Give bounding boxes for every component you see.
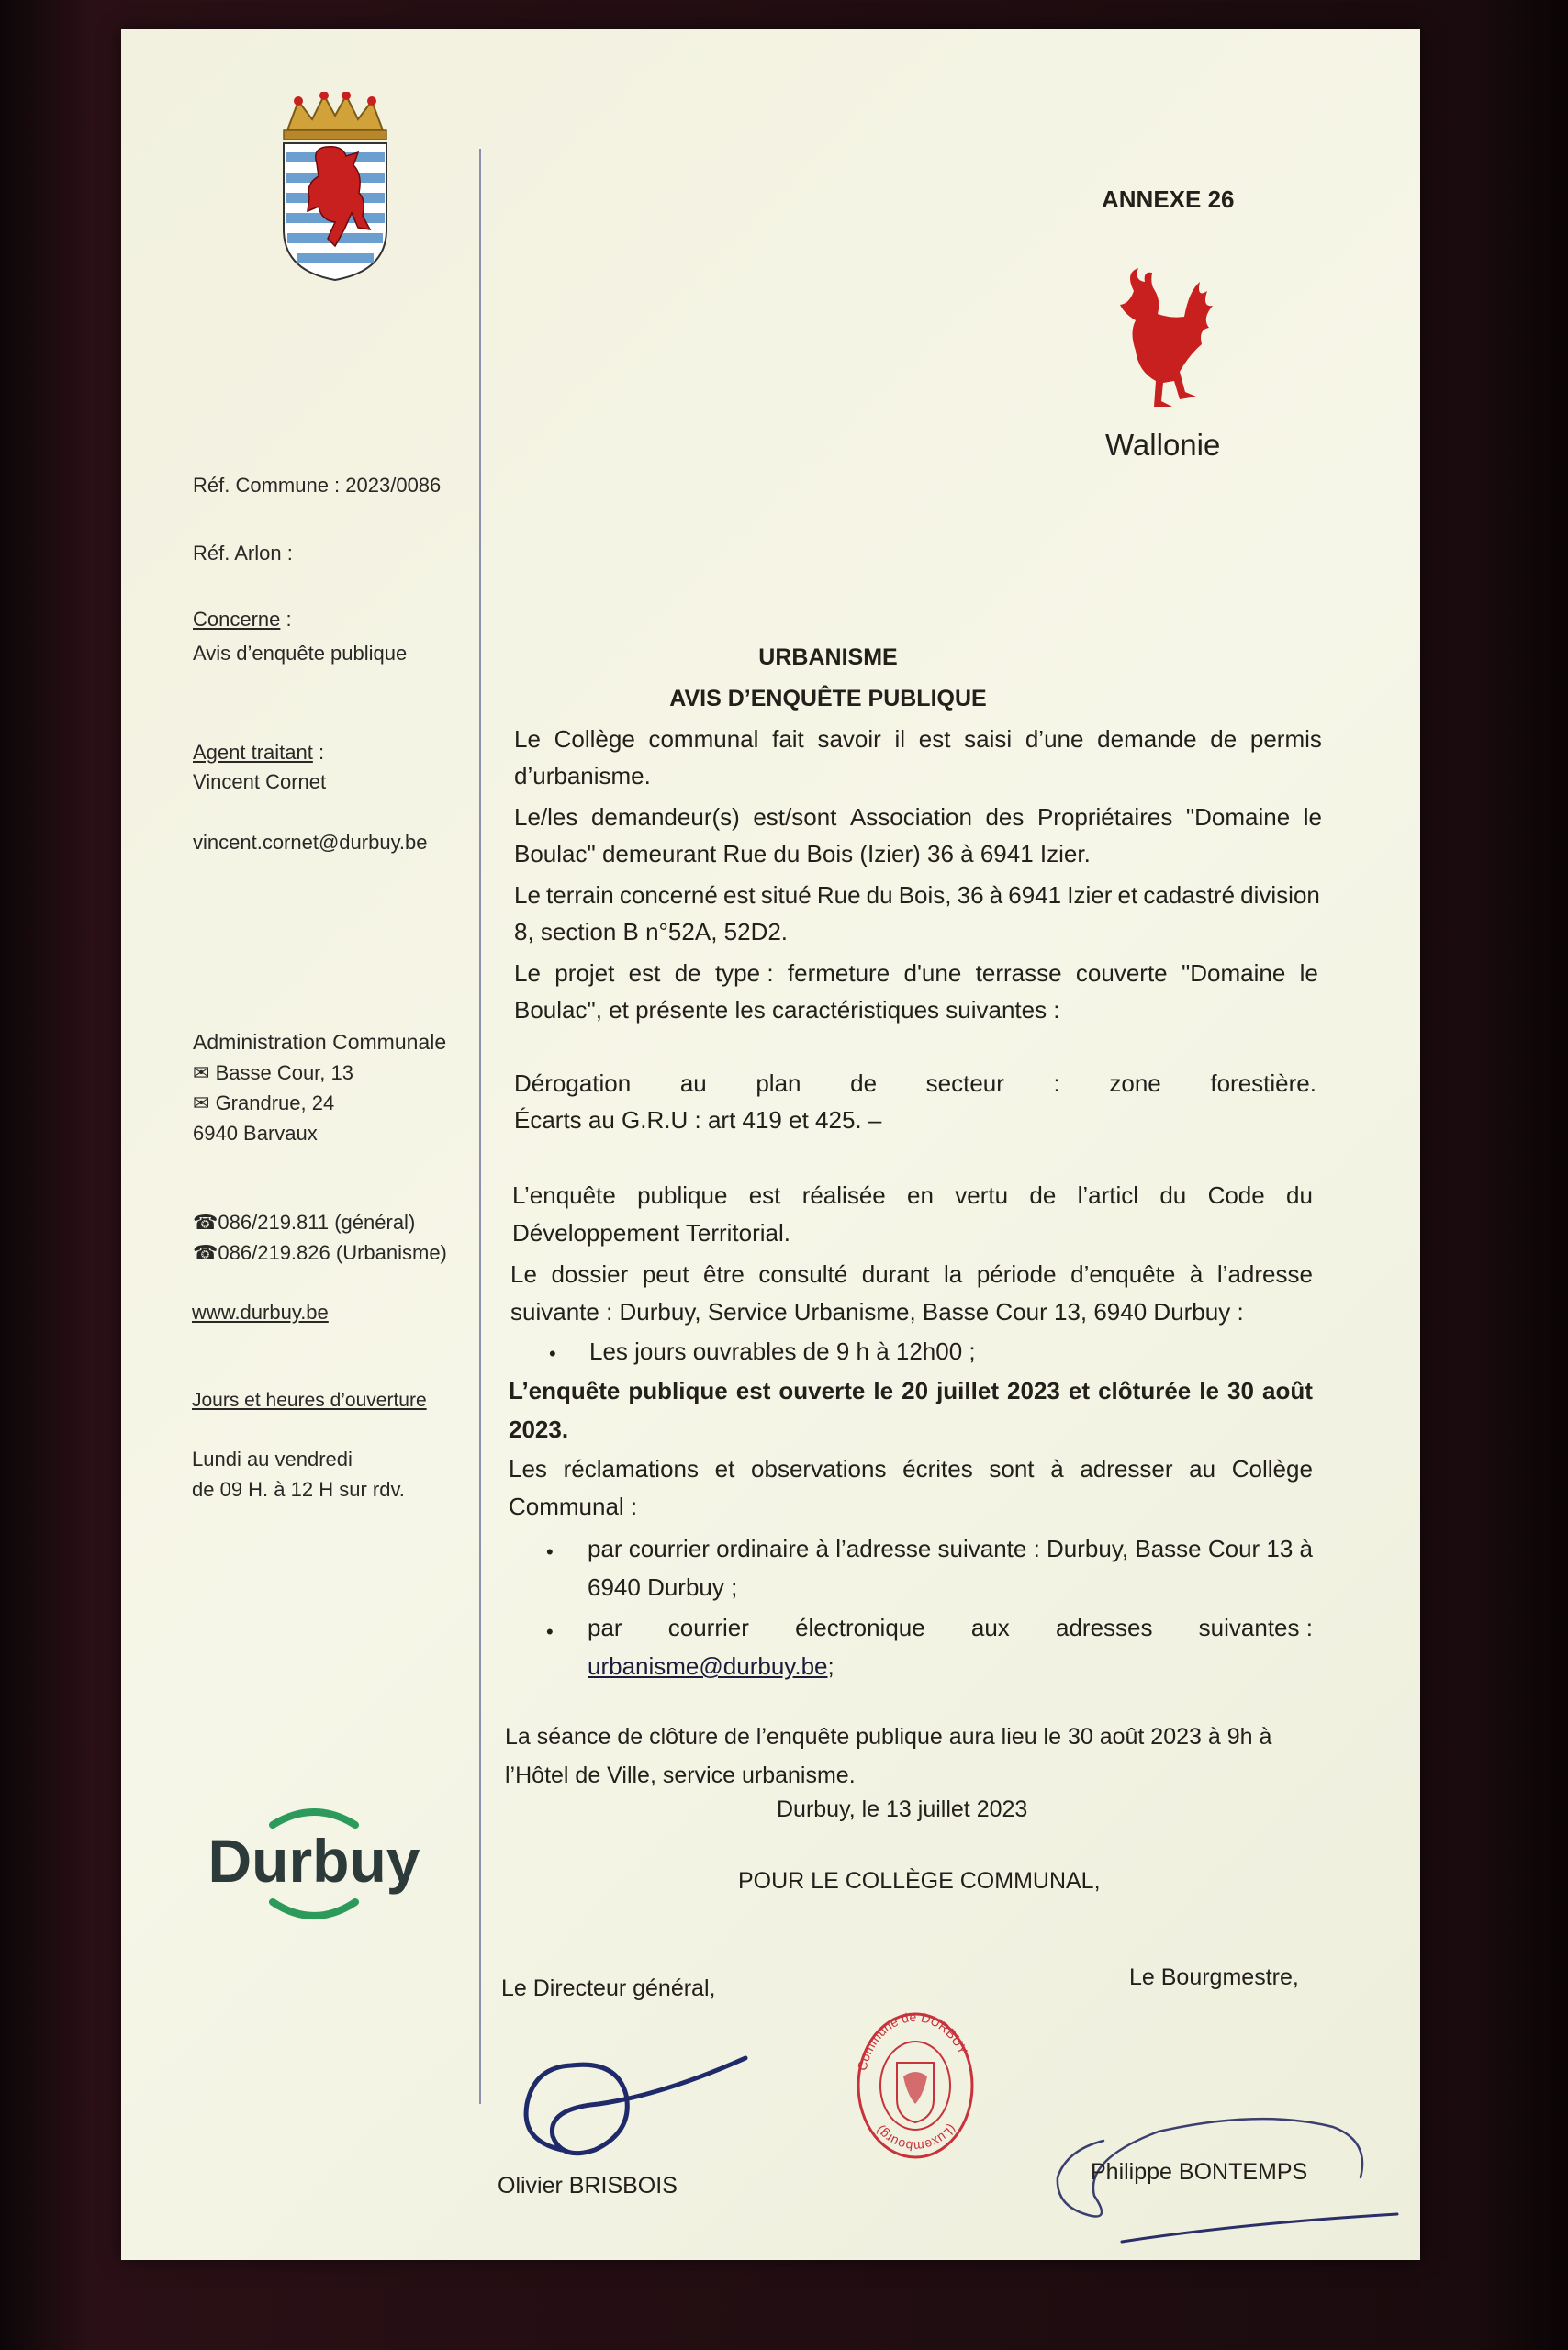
phone-icon: ☎	[193, 1211, 218, 1234]
phone-general-number: 086/219.811 (général)	[218, 1211, 416, 1234]
concerne-value: Avis d’enquête publique	[193, 642, 408, 665]
word: concerné	[619, 881, 718, 909]
mayor-name: Philippe BONTEMPS	[1091, 2159, 1308, 2185]
word: terrasse	[975, 959, 1062, 987]
word: août	[1262, 1377, 1313, 1404]
paragraph-9-line-2: Communal :	[509, 1493, 638, 1520]
word: zone	[1109, 1069, 1161, 1097]
word: Le	[514, 959, 541, 987]
annexe-label: ANNEXE 26	[1102, 185, 1235, 213]
word: Rue	[816, 881, 861, 909]
paragraph-10-line-2: l’Hôtel de Ville, service urbanisme.	[505, 1762, 856, 1788]
word: du	[1159, 1181, 1187, 1209]
hours-title: Jours et heures d’ouverture	[192, 1390, 427, 1411]
word: clôturée	[1098, 1377, 1192, 1404]
phone-urbanisme-number: 086/219.826 (Urbanisme)	[218, 1241, 447, 1264]
ref-arlon: Réf. Arlon :	[193, 542, 293, 565]
word: en	[907, 1181, 934, 1209]
concerne-colon: :	[280, 608, 292, 631]
word: savoir	[817, 725, 881, 753]
word: communal	[648, 725, 759, 753]
word: peut	[642, 1260, 689, 1288]
word: publique	[637, 1181, 728, 1209]
word: consulté	[758, 1260, 848, 1288]
coat-of-arms-icon	[271, 92, 399, 285]
word: la	[944, 1260, 963, 1288]
admin-line-3: 6940 Barvaux	[193, 1122, 318, 1145]
admin-address-1	[193, 1061, 353, 1085]
word: au	[679, 1069, 707, 1097]
word: du	[1286, 1181, 1313, 1209]
word: courrier	[667, 1614, 749, 1641]
ref-commune: Réf. Commune : 2023/0086	[193, 474, 442, 497]
admin-title: Administration Communale	[193, 1030, 447, 1054]
durbuy-logo-icon	[195, 1792, 433, 1939]
word: le	[1303, 803, 1322, 831]
word: le	[1199, 1377, 1219, 1404]
word: Le/les	[514, 803, 578, 831]
word: Collège	[1231, 1455, 1313, 1483]
paragraph-10-line-1: La séance de clôture de l’enquête publique aura lieu le 30 août 2023 à 9h à	[505, 1724, 1272, 1750]
word: ouverte	[778, 1377, 866, 1404]
paragraph-1-line-1	[514, 725, 1322, 754]
word: :	[1053, 1069, 1060, 1097]
mail-icon: ✉	[193, 1061, 210, 1084]
word: réclamations	[563, 1455, 699, 1483]
word: est	[628, 959, 661, 987]
word: et	[1117, 881, 1138, 909]
website-link[interactable]: www.durbuy.be	[192, 1301, 329, 1324]
concerne-label-text: Concerne	[193, 608, 281, 631]
word: est	[722, 881, 756, 909]
paragraph-7-line-2: suivante : Durbuy, Service Urbanisme, Basse Cour 13, 6940 Durbuy :	[510, 1298, 1244, 1326]
word: de	[1210, 725, 1238, 753]
paragraph-3-line-2: 8, section B n°52A, 52D2.	[514, 918, 789, 946]
wallonie-label: Wallonie	[1105, 428, 1221, 462]
paragraph-2-line-1	[514, 803, 1322, 832]
word: Le	[510, 1260, 537, 1288]
word: Izier	[1067, 881, 1113, 909]
word: 30	[1227, 1377, 1254, 1404]
word: permis	[1249, 725, 1322, 753]
paragraph-7-line-1	[510, 1260, 1313, 1289]
paragraph-5-line-2: Écarts au G.R.U : art 419 et 425. –	[514, 1106, 882, 1134]
word: L’enquête	[509, 1377, 621, 1404]
admin-line-1: Basse Cour, 13	[215, 1061, 353, 1084]
word: aux	[970, 1614, 1010, 1641]
word: d’une	[1025, 725, 1084, 753]
word: de	[1029, 1181, 1057, 1209]
admin-line-2: Grandrue, 24	[215, 1091, 335, 1114]
seal-text-bottom: (Luxembourg)	[872, 2121, 960, 2154]
word: le	[873, 1377, 894, 1404]
word: L’enquête	[512, 1181, 616, 1209]
word: au	[1189, 1455, 1216, 1483]
word: saisi	[964, 725, 1013, 753]
word: "Domaine	[1182, 959, 1286, 987]
title-urbanisme: URBANISME	[758, 644, 898, 670]
bullet: •	[549, 1342, 556, 1365]
word: 20	[902, 1377, 929, 1404]
word: secteur	[925, 1069, 1004, 1097]
municipal-seal-icon	[846, 2003, 984, 2168]
paragraph-5-line-1	[514, 1069, 1316, 1098]
word: observations	[751, 1455, 887, 1483]
word: sont	[989, 1455, 1035, 1483]
word: fermeture	[787, 959, 890, 987]
word: d'une	[903, 959, 962, 987]
word: "Domaine	[1185, 803, 1291, 831]
phone-icon: ☎	[193, 1241, 218, 1264]
word: division	[1240, 881, 1320, 909]
word: suivantes :	[1198, 1614, 1313, 1641]
word: cadastré	[1143, 881, 1236, 909]
word: publique	[628, 1377, 728, 1404]
word: plan	[756, 1069, 801, 1097]
word: vertu	[955, 1181, 1009, 1209]
word: l’articl	[1077, 1181, 1139, 1209]
word: Le	[514, 725, 541, 753]
word: terrain	[546, 881, 614, 909]
word: Dérogation	[514, 1069, 632, 1097]
paragraph-2-line-2: Boulac" demeurant Rue du Bois (Izier) 36 à 6941 Izier.	[514, 840, 1091, 867]
paragraph-6-line-2: Développement Territorial.	[512, 1219, 790, 1247]
bullet: •	[546, 1540, 554, 1563]
word: l’adresse	[1216, 1260, 1313, 1288]
agent-email[interactable]: vincent.cornet@durbuy.be	[193, 831, 428, 854]
dg-name: Olivier BRISBOIS	[498, 2173, 678, 2199]
durbuy-logo-text: Durbuy	[207, 1827, 420, 1895]
word: période	[976, 1260, 1057, 1288]
word: couverte	[1075, 959, 1168, 987]
paragraph-7-bullet-1: Les jours ouvrables de 9 h à 12h00 ;	[589, 1337, 976, 1365]
word: 2023	[1007, 1377, 1060, 1404]
agent-name: Vincent Cornet	[193, 770, 327, 793]
word: Propriétaires	[1036, 803, 1173, 831]
paragraph-4-line-2: Boulac", et présente les caractéristiques suivantes :	[514, 996, 1060, 1024]
phone-urbanisme	[193, 1241, 447, 1265]
mayor-title: Le Bourgmestre,	[1129, 1964, 1299, 1990]
mail-icon: ✉	[193, 1091, 210, 1114]
word: électronique	[795, 1614, 925, 1641]
word: à	[989, 881, 1003, 909]
word: être	[703, 1260, 745, 1288]
document-page	[121, 29, 1420, 2260]
agent-label-text: Agent traitant	[193, 741, 313, 764]
word: adresses	[1055, 1614, 1153, 1641]
word: écrites	[902, 1455, 973, 1483]
email-urbanisme-link[interactable]: urbanisme@durbuy.be	[588, 1652, 828, 1680]
agent-colon: :	[312, 741, 325, 764]
date-line: Durbuy, le 13 juillet 2023	[777, 1796, 1028, 1822]
word: Collège	[554, 725, 635, 753]
director-signature	[507, 2003, 764, 2187]
agent-label	[193, 741, 324, 765]
word: est	[918, 725, 951, 753]
word: de	[674, 959, 701, 987]
word: est/sont	[753, 803, 837, 831]
paragraph-3-line-1	[514, 881, 1320, 910]
paragraph-4-line-1	[514, 959, 1318, 988]
word: Code	[1207, 1181, 1265, 1209]
word: à	[1189, 1260, 1204, 1288]
word: projet	[554, 959, 615, 987]
word: fait	[772, 725, 804, 753]
word: il	[894, 725, 906, 753]
word: par	[588, 1614, 622, 1641]
paragraph-8-line-2: 2023.	[509, 1416, 569, 1443]
word: 36	[957, 881, 984, 909]
word: Le	[514, 881, 541, 909]
admin-address-2	[193, 1091, 334, 1115]
margin-divider	[479, 149, 481, 2104]
word: situé	[760, 881, 812, 909]
paragraph-1-line-2: d’urbanisme.	[514, 762, 651, 789]
dg-title: Le Directeur général,	[501, 1975, 716, 2001]
word: type :	[714, 959, 774, 987]
word: Les	[509, 1455, 547, 1483]
concerne-label	[193, 608, 292, 632]
word: demandeur(s)	[590, 803, 740, 831]
word: demande	[1097, 725, 1197, 753]
word: dossier	[551, 1260, 629, 1288]
word: réalisée	[801, 1181, 886, 1209]
paragraph-6-line-1	[512, 1181, 1313, 1210]
seal-text-top: Commune de DURBUY	[854, 2009, 971, 2073]
paragraph-9-line-1	[509, 1455, 1313, 1483]
phone-general	[193, 1211, 415, 1235]
paragraph-9-bullet-1-line-1: par courrier ordinaire à l’adresse suivante : Durbuy, Basse Cour 13 à	[588, 1535, 1314, 1562]
word: du	[866, 881, 893, 909]
word: forestière.	[1210, 1069, 1316, 1097]
wallonie-rooster-icon	[1097, 263, 1226, 410]
college-line: POUR LE COLLÈGE COMMUNAL,	[738, 1868, 1101, 1894]
paragraph-9-bullet-2-line-2	[588, 1652, 834, 1681]
word: est	[735, 1377, 771, 1404]
word: des	[985, 803, 1025, 831]
word: de	[850, 1069, 878, 1097]
paragraph-9-bullet-1-line-2: 6940 Durbuy ;	[588, 1573, 738, 1601]
paragraph-8-line-1	[509, 1377, 1313, 1405]
word: et	[1068, 1377, 1091, 1404]
word: 6941	[1008, 881, 1062, 909]
hours-line-1: Lundi au vendredi	[192, 1448, 353, 1471]
word: à	[1050, 1455, 1064, 1483]
hours-line-2: de 09 H. à 12 H sur rdv.	[192, 1478, 405, 1501]
word: est	[748, 1181, 781, 1209]
word: durant	[861, 1260, 930, 1288]
word: d’enquête	[1070, 1260, 1176, 1288]
word: juillet	[936, 1377, 999, 1404]
svg-text:(Luxembourg)	[872, 2122, 959, 2154]
email-end: ;	[827, 1652, 834, 1680]
word: Bois,	[898, 881, 952, 909]
word: et	[714, 1455, 735, 1483]
word: adresser	[1080, 1455, 1173, 1483]
paragraph-9-bullet-2-line-1	[588, 1614, 1313, 1642]
title-avis: AVIS D’ENQUÊTE PUBLIQUE	[669, 686, 987, 711]
word: le	[1299, 959, 1318, 987]
bullet: •	[546, 1620, 554, 1643]
word: Association	[849, 803, 972, 831]
